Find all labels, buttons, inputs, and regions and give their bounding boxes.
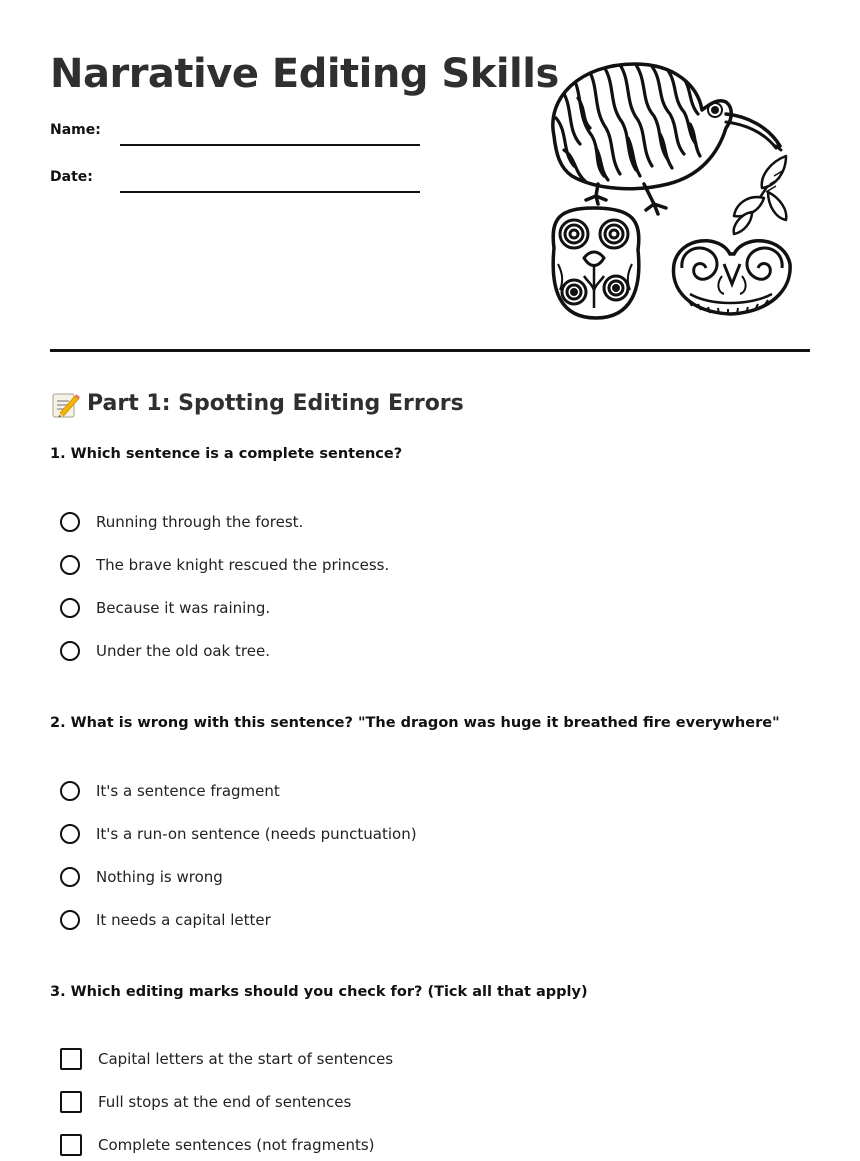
question-2-option-2[interactable] — [60, 821, 417, 847]
question-3-option-1[interactable] — [60, 1046, 393, 1072]
option-label: Running through the forest. — [96, 513, 304, 531]
question-3-text: 3. Which editing marks should you check for? (Tick all that apply) — [50, 984, 588, 1000]
option-label: Because it was raining. — [96, 599, 271, 617]
question-1-option-3[interactable] — [60, 595, 270, 621]
maori-spiral-carving-heart-icon — [673, 241, 790, 314]
kiwi-bird-icon — [553, 62, 781, 214]
option-label: It's a sentence fragment — [96, 782, 280, 800]
fern-sprig-icon — [734, 156, 787, 234]
name-line[interactable] — [120, 144, 420, 146]
question-3-option-2[interactable] — [60, 1089, 351, 1115]
date-label: Date: — [50, 169, 93, 185]
date-field — [50, 169, 430, 199]
header-illustration — [540, 58, 802, 324]
option-label: Capital letters at the start of sentences — [98, 1050, 394, 1068]
option-label: Nothing is wrong — [96, 868, 223, 886]
option-label: Complete sentences (not fragments) — [98, 1136, 375, 1154]
question-1-option-1[interactable] — [60, 509, 303, 535]
option-label: It's a run-on sentence (needs punctuation) — [96, 825, 417, 843]
question-2-option-3[interactable] — [60, 864, 223, 890]
maori-spiral-carving-oval-icon — [553, 208, 639, 318]
radio-button[interactable] — [60, 555, 80, 575]
question-1-option-2[interactable] — [60, 552, 389, 578]
radio-button[interactable] — [60, 910, 80, 930]
question-3-option-3[interactable] — [60, 1132, 375, 1158]
name-label: Name: — [50, 122, 101, 138]
radio-button[interactable] — [60, 598, 80, 618]
worksheet-title: Narrative Editing Skills — [50, 51, 559, 97]
option-label: The brave knight rescued the princess. — [96, 556, 390, 574]
question-2-option-1[interactable] — [60, 778, 280, 804]
name-field — [50, 122, 430, 152]
checkbox[interactable] — [60, 1048, 82, 1070]
checkbox[interactable] — [60, 1091, 82, 1113]
question-2-option-4[interactable] — [60, 907, 271, 933]
option-label: Full stops at the end of sentences — [98, 1093, 352, 1111]
option-label: It needs a capital letter — [96, 911, 271, 929]
header-divider — [50, 349, 810, 352]
question-2-text: 2. What is wrong with this sentence? "The dragon was huge it breathed fire everywhere" — [50, 715, 780, 731]
question-1-option-4[interactable] — [60, 638, 270, 664]
radio-button[interactable] — [60, 867, 80, 887]
radio-button[interactable] — [60, 641, 80, 661]
question-1-text: 1. Which sentence is a complete sentence? — [50, 446, 403, 462]
date-line[interactable] — [120, 191, 420, 193]
part-1-title: Part 1: Spotting Editing Errors — [87, 391, 464, 416]
radio-button[interactable] — [60, 781, 80, 801]
memo-pencil-icon — [50, 389, 80, 419]
radio-button[interactable] — [60, 512, 80, 532]
part-1-heading — [50, 388, 464, 420]
radio-button[interactable] — [60, 824, 80, 844]
option-label: Under the old oak tree. — [96, 642, 270, 660]
checkbox[interactable] — [60, 1134, 82, 1156]
